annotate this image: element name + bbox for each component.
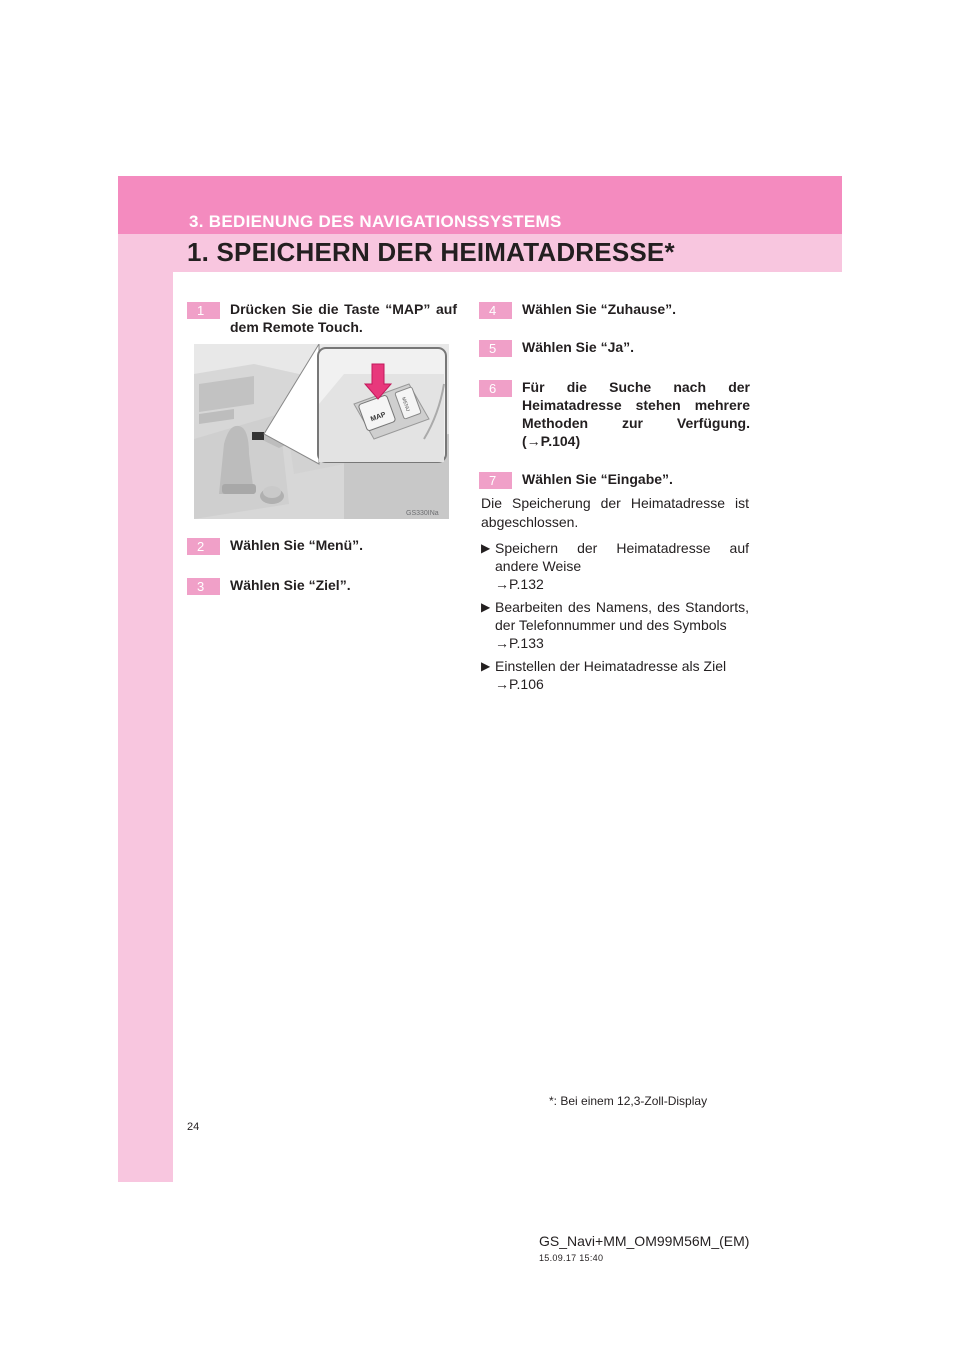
- step-number: 6: [479, 380, 512, 397]
- page-reference[interactable]: →P.132: [495, 576, 544, 592]
- page-reference[interactable]: →P.106: [495, 676, 544, 692]
- step-2: [187, 536, 457, 555]
- triangle-bullet-icon: ▶: [481, 659, 491, 673]
- step-4: [479, 300, 751, 319]
- step-number: 7: [479, 472, 512, 489]
- link-text: Bearbeiten des Namens, des Standorts, der Telefonnummer und des Symbols: [495, 599, 749, 633]
- document-timestamp: 15.09.17 15:40: [539, 1253, 604, 1263]
- document-code: GS_Navi+MM_OM99M56M_(EM): [539, 1233, 750, 1249]
- page-title: 1. SPEICHERN DER HEIMATADRESSE*: [187, 237, 675, 267]
- step-number: 3: [187, 578, 220, 595]
- step-number: 4: [479, 302, 512, 319]
- step-7: [479, 470, 751, 489]
- step-number: 2: [187, 538, 220, 555]
- link-item[interactable]: [481, 598, 749, 652]
- section-title: 3. BEDIENUNG DES NAVIGATIONSSYSTEMS: [189, 212, 562, 231]
- triangle-bullet-icon: ▶: [481, 541, 491, 555]
- step-number: 1: [187, 302, 220, 319]
- step-text: Wählen Sie “Eingabe”.: [522, 471, 673, 487]
- step-text: Wählen Sie “Ja”.: [522, 339, 635, 355]
- page-number: 24: [187, 1121, 200, 1133]
- triangle-bullet-icon: ▶: [481, 600, 491, 614]
- step-3: [187, 576, 457, 595]
- step-6: [479, 378, 751, 450]
- completion-text: Die Speicherung der Heimatadresse ist abgeschlossen.: [481, 495, 749, 530]
- step-text: Drücken Sie die Taste “MAP” auf dem Remote Touch.: [230, 301, 457, 335]
- step-number: 5: [479, 340, 512, 357]
- remote-touch-illustration: [194, 344, 449, 519]
- step-text: Wählen Sie “Zuhause”.: [522, 301, 677, 317]
- step-text: Wählen Sie “Ziel”.: [230, 577, 351, 593]
- page-sidebar: [118, 176, 173, 1182]
- step-text: Wählen Sie “Menü”.: [230, 537, 364, 553]
- page-reference[interactable]: →P.133: [495, 635, 544, 651]
- footnote: *: Bei einem 12,3-Zoll-Display: [549, 1094, 708, 1108]
- link-text: Speichern der Heimatadresse auf andere Weise: [495, 540, 749, 574]
- link-item[interactable]: [481, 539, 749, 593]
- link-item[interactable]: [481, 657, 749, 693]
- car-console-icon: [194, 344, 449, 519]
- step-5: [479, 338, 751, 357]
- link-text: Einstellen der Heimatadresse als Ziel: [495, 658, 727, 674]
- illustration-code: GS330INa: [406, 510, 439, 517]
- step-1: [187, 300, 457, 336]
- menu-button-label: MENU: [399, 396, 411, 413]
- step-text: Für die Suche nach der Heimatadresse stehen mehrere Methoden zur Verfügung. (→P.104): [522, 379, 750, 449]
- map-button-label: MAP: [369, 411, 387, 424]
